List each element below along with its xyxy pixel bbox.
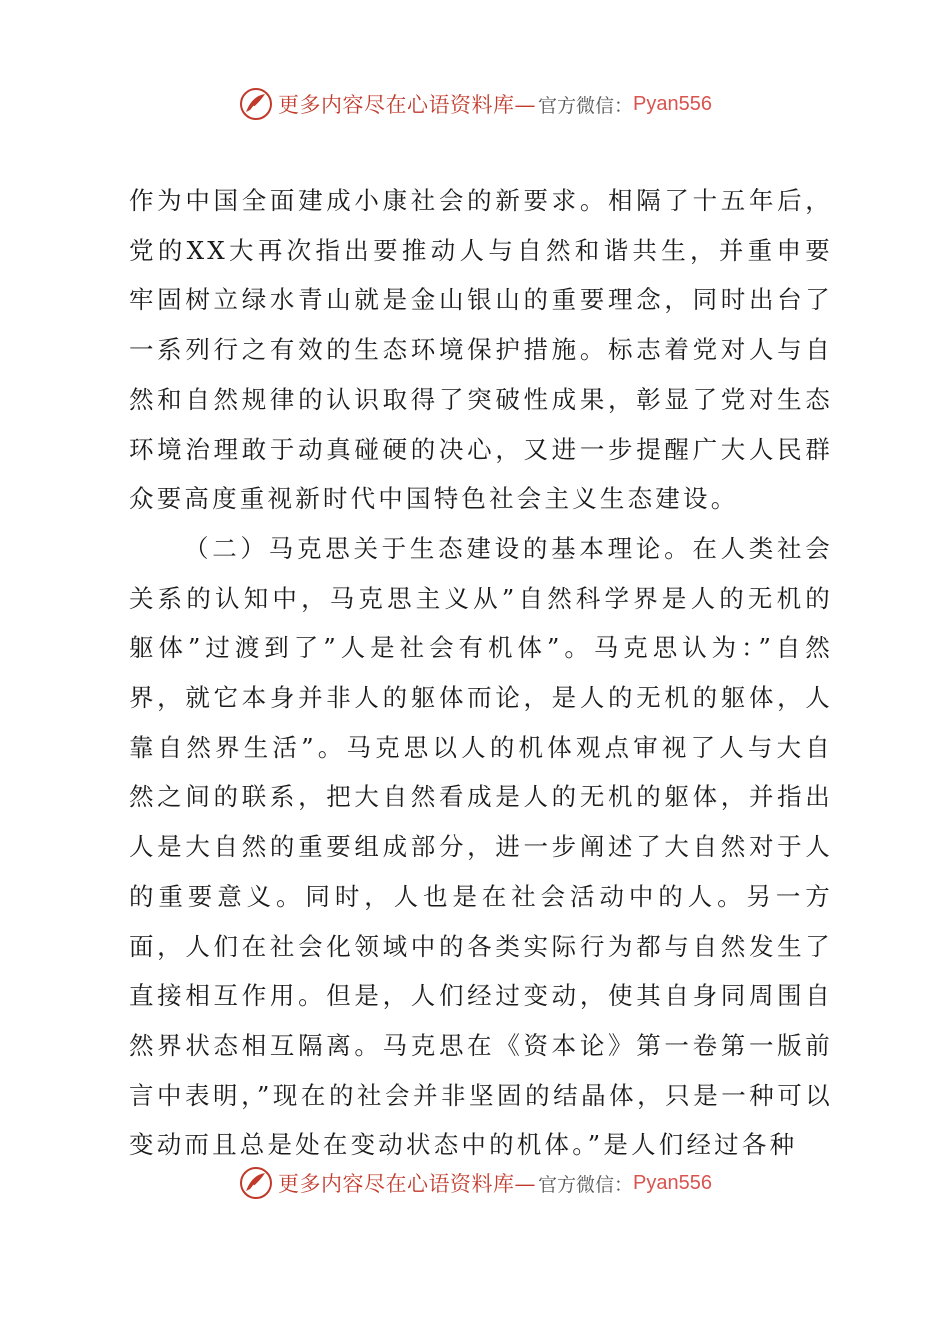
paragraph-1: 作为中国全面建成小康社会的新要求。相隔了十五年后，党的XX大再次指出要推动人与自然和谐共生，并重申要牢固树立绿水青山就是金山银山的重要理念，同时出台了一系列行之有效的生态环境保护措施。标志着党对人与自然和自然规律的认识取得了突破性成果，彰显了党对生态环境治理敢于动真碰硬的决心，又进一步提醒广大人民群众要高度重视新时代中国特色社会主义生态建设。	[129, 186, 833, 514]
pen-logo-icon	[238, 86, 274, 122]
banner-text: 更多内容尽在心语资料库—	[278, 1172, 536, 1196]
header-banner	[0, 84, 950, 124]
document-body	[129, 176, 833, 1170]
banner-label: 官方微信：	[538, 1173, 634, 1196]
banner-text: 更多内容尽在心语资料库—	[278, 93, 536, 117]
wechat-id: Pyan556	[633, 1171, 712, 1194]
banner-label: 官方微信：	[538, 94, 634, 117]
wechat-id: Pyan556	[633, 92, 712, 115]
footer-banner	[0, 1163, 950, 1203]
paragraph-2: （二）马克思关于生态建设的基本理论。在人类社会关系的认知中，马克思主义从”自然科学界是人的无机的躯体”过渡到了”人是社会有机体”。马克思认为：”自然界，就它本身并非人的躯体而论，是人的无机的躯体，人靠自然界生活”。马克思以人的机体观点审视了人与大自然之间的联系，把大自然看成是人的无机的躯体，并指出人是大自然的重要组成部分，进一步阐述了大自然对于人的重要意义。同时，人也是在社会活动中的人。另一方面，人们在社会化领域中的各类实际行为都与自然发生了直接相互作用。但是，人们经过变动，使其自身同周围自然界状态相互隔离。马克思在《资本论》第一卷第一版前言中表明，”现在的社会并非坚固的结晶体，只是一种可以变动而且总是处在变动状态中的机体。”是人们经过各种	[129, 533, 833, 1160]
pen-logo-icon	[238, 1165, 274, 1201]
